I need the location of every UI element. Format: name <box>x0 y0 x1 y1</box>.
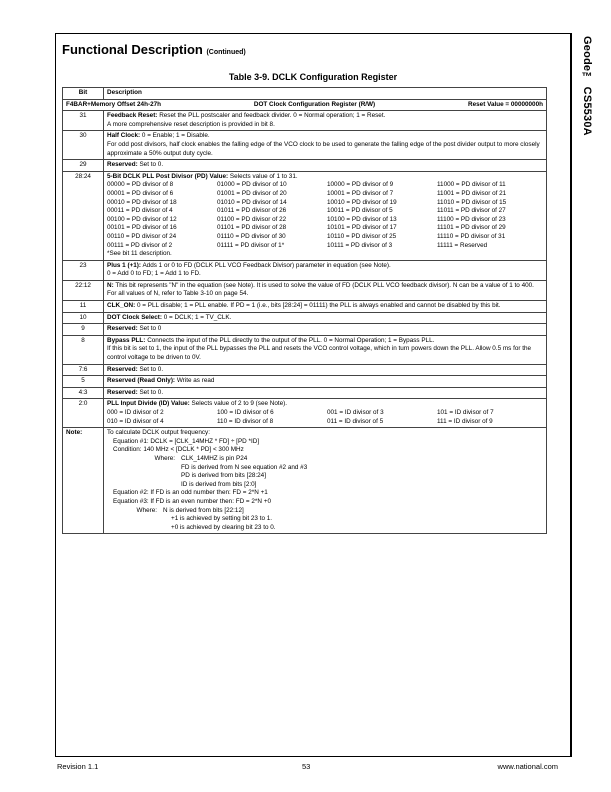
id-divisor-entry: 011 = ID divisor of 5 <box>327 417 384 425</box>
id-divisor-entry: 100 = ID divisor of 6 <box>217 409 274 416</box>
field-title: Feedback Reset: <box>107 112 158 120</box>
field-text: Write as read <box>176 377 215 385</box>
field-text: 0 = Enable; 1 = Disable. <box>141 132 210 140</box>
header-description: Description <box>104 88 547 100</box>
register-rows <box>63 111 547 428</box>
bit-description <box>104 111 547 131</box>
register-row <box>63 324 547 336</box>
bit-description <box>104 260 547 280</box>
note-label: Note: <box>63 428 104 534</box>
field-title: Plus 1 (+1): <box>107 261 142 269</box>
bit-description <box>104 335 547 364</box>
id-divisor-entry: 000 = ID divisor of 2 <box>107 409 164 416</box>
bit-field: 28:24 <box>63 171 104 260</box>
register-row <box>63 364 547 376</box>
register-row <box>63 387 547 399</box>
pd-divisor-entry: 10000 = PD divisor of 9 <box>327 181 394 189</box>
pd-divisor-entry: 11000 = PD divisor of 11 <box>437 181 506 189</box>
field-text: A more comprehensive reset description is provided in bit 8. <box>107 120 275 128</box>
bit-description <box>104 399 547 428</box>
register-name: DOT Clock Configuration Register (R/W) <box>253 100 376 108</box>
pd-divisor-entry: 01010 = PD divisor of 14 <box>217 198 287 206</box>
note-line: To calculate DCLK output frequency: <box>107 429 210 437</box>
register-row <box>63 280 547 300</box>
where-label: Where: <box>136 506 157 514</box>
pd-footnote: *See bit 11 description. <box>107 250 172 258</box>
where-line: FD is derived from N see equation #2 and #3 <box>181 463 308 471</box>
field-text: 0 = Add 0 to FD; 1 = Add 1 to FD. <box>107 270 201 278</box>
bit-description <box>104 324 547 336</box>
field-text: Connects the input of the PLL directly to the output of the PLL. 0 = Normal Operation; 1 = Bypass PLL. <box>147 336 435 344</box>
bit-field: 31 <box>63 111 104 131</box>
bit-field: 4:3 <box>63 387 104 399</box>
register-table <box>62 87 547 534</box>
note-line: Equation #3: If FD is an even number then: FD = 2*N +0 <box>113 497 271 505</box>
field-text: Set to 0 <box>139 325 162 333</box>
where-line: N is derived from bits [22:12] <box>163 506 244 514</box>
note-line: Condition: 140 MHz < [DCLK * PD] < 300 MHz <box>113 446 244 454</box>
note-line: Equation #1: DCLK = [CLK_14MHZ * FD] ÷ [PD *ID] <box>113 437 260 445</box>
table-caption: Table 3-9. DCLK Configuration Register <box>228 72 398 82</box>
field-title: N: <box>107 281 114 289</box>
field-text: 0 = DCLK; 1 = TV_CLK. <box>163 313 232 321</box>
bit-description <box>104 312 547 324</box>
field-text: Selects value of 2 to 9 (see Note). <box>191 400 288 408</box>
pd-divisor-entry: 00111 = PD divisor of 2 <box>107 241 173 249</box>
pd-divisor-entry: 11101 = PD divisor of 29 <box>437 224 506 232</box>
pd-divisor-entry: 10110 = PD divisor of 25 <box>327 232 397 240</box>
offset-row <box>63 99 547 111</box>
pd-divisor-entry: 01011 = PD divisor of 26 <box>217 207 287 215</box>
field-text: For odd post divisors, half clock enables the falling edge of the VCO clock to be used to generate the falling edge of the post divider output to more closely approximate a 50% output duty cycle. <box>107 140 540 157</box>
register-row <box>63 301 547 313</box>
bit-field: 9 <box>63 324 104 336</box>
pd-divisor-entry: 00110 = PD divisor of 24 <box>107 232 177 240</box>
pd-divisor-entry: 11100 = PD divisor of 23 <box>437 215 506 223</box>
bit-field: 23 <box>63 260 104 280</box>
reset-value: Reset Value = 00000000h <box>468 100 543 108</box>
section-title: Functional Description <box>62 42 203 57</box>
field-title: 5-Bit DCLK PLL Post Divisor (PD) Value: <box>107 172 229 180</box>
bit-field: 29 <box>63 160 104 172</box>
register-row <box>63 131 547 160</box>
field-title: Reserved: <box>107 325 138 333</box>
field-text: This bit represents "N" in the equation (see Note). It is used to solve the value of FD (DCLK PLL VCO feedback divisor). N can be a value of 1 to 400. For all values of N, refer to Table 3-10 on page 54. <box>107 281 534 298</box>
id-divisor-entry: 101 = ID divisor of 7 <box>437 409 494 416</box>
id-divisor-entry: 110 = ID divisor of 8 <box>217 417 274 425</box>
id-divisor-table <box>107 409 543 426</box>
pd-divisor-entry: 01001 = PD divisor of 20 <box>217 189 287 197</box>
side-title: Geode™ CS5530A <box>581 36 593 136</box>
where-line: ID is derived from bits [2:0] <box>181 480 257 488</box>
pd-divisor-entry: 10011 = PD divisor of 5 <box>327 207 393 215</box>
where-line: +0 is achieved by clearing bit 23 to 0. <box>171 523 276 531</box>
field-title: Reserved: <box>107 388 138 396</box>
pd-divisor-entry: 11111 = Reserved <box>437 241 488 249</box>
pd-divisor-entry: 00011 = PD divisor of 4 <box>107 207 173 215</box>
continued-label: (Continued) <box>206 49 246 56</box>
bit-description <box>104 376 547 388</box>
field-text: Set to 0. <box>139 365 164 373</box>
id-divisor-entry: 010 = ID divisor of 4 <box>107 417 164 425</box>
table-header <box>63 88 547 100</box>
field-title: Reserved (Read Only): <box>107 377 176 385</box>
where-line: PD is derived from bits [28:24] <box>181 472 266 480</box>
pd-divisor-entry: 00001 = PD divisor of 6 <box>107 189 174 197</box>
bit-description <box>104 160 547 172</box>
register-row <box>63 160 547 172</box>
note-body <box>104 428 547 534</box>
pd-divisor-entry: 11010 = PD divisor of 15 <box>437 198 507 206</box>
field-text: Adds 1 or 0 to FD (DCLK PLL VCO Feedback Divisor) parameter in equation (see Note). <box>142 261 391 269</box>
bit-description <box>104 280 547 300</box>
footer-revision: Revision 1.1 <box>57 762 99 771</box>
field-text: Set to 0. <box>139 388 164 396</box>
bit-description <box>104 171 547 260</box>
field-title: Bypass PLL: <box>107 336 146 344</box>
register-row <box>63 111 547 131</box>
register-row <box>63 171 547 260</box>
register-row <box>63 335 547 364</box>
pd-divisor-entry: 01110 = PD divisor of 30 <box>217 232 286 240</box>
field-text: 0 = PLL disable; 1 = PLL enable. If PD = 1 (i.e., bits [28:24] = 01111) the PLL is always enabled and cannot be disabled by this bit. <box>136 302 501 310</box>
where-line: +1 is achieved by setting bit 23 to 1. <box>171 515 273 523</box>
pd-divisor-entry: 11001 = PD divisor of 21 <box>437 189 507 197</box>
pd-divisor-entry: 01100 = PD divisor of 22 <box>217 215 287 223</box>
bit-field: 10 <box>63 312 104 324</box>
bit-description <box>104 301 547 313</box>
bit-field: 22:12 <box>63 280 104 300</box>
section-heading <box>62 42 246 57</box>
bit-field: 8 <box>63 335 104 364</box>
note-row <box>63 428 547 534</box>
pd-divisor-entry: 01111 = PD divisor of 1* <box>217 241 285 249</box>
register-offset: F4BAR+Memory Offset 24h-27h <box>66 100 162 108</box>
bit-field: 7:6 <box>63 364 104 376</box>
pd-divisor-entry: 00100 = PD divisor of 12 <box>107 215 177 223</box>
register-row <box>63 260 547 280</box>
pd-divisor-entry: 00101 = PD divisor of 16 <box>107 224 177 232</box>
where-label: Where: <box>154 454 175 462</box>
footer-page-number: 53 <box>302 762 311 771</box>
pd-divisor-entry: 11110 = PD divisor of 31 <box>437 232 506 240</box>
register-row <box>63 399 547 428</box>
field-title: Reserved: <box>107 365 138 373</box>
field-text: Set to 0. <box>139 161 164 169</box>
field-title: Reserved: <box>107 161 138 169</box>
pd-divisor-entry: 01000 = PD divisor of 10 <box>217 181 287 189</box>
field-text: Selects value of 1 to 31. <box>229 172 298 180</box>
register-row <box>63 376 547 388</box>
pd-divisor-entry: 10010 = PD divisor of 19 <box>327 198 397 206</box>
pd-divisor-entry: 10111 = PD divisor of 3 <box>327 241 393 249</box>
id-divisor-entry: 111 = ID divisor of 9 <box>437 417 493 425</box>
field-title: CLK_ON: <box>107 302 136 310</box>
pd-divisor-entry: 11011 = PD divisor of 27 <box>437 207 506 215</box>
pd-divisor-table <box>107 181 543 250</box>
field-text: If this bit is set to 1, the input of the PLL bypasses the PLL and resets the VCO control voltage, which in turn powers down the PLL. Allow 0.5 ms for the control voltage to be driven to 0V. <box>107 345 532 362</box>
pd-divisor-entry: 10001 = PD divisor of 7 <box>327 189 394 197</box>
field-text: Reset the PLL postscaler and feedback divider. 0 = Normal operation; 1 = Reset. <box>159 112 386 120</box>
bit-field: 5 <box>63 376 104 388</box>
bit-field: 30 <box>63 131 104 160</box>
register-row <box>63 312 547 324</box>
bit-description <box>104 387 547 399</box>
header-bit: Bit <box>63 88 104 100</box>
bit-description <box>104 131 547 160</box>
id-divisor-entry: 001 = ID divisor of 3 <box>327 409 384 416</box>
pd-divisor-entry: 10100 = PD divisor of 13 <box>327 215 397 223</box>
footer-website: www.national.com <box>497 762 558 771</box>
pd-divisor-entry: 10101 = PD divisor of 17 <box>327 224 397 232</box>
bit-field: 11 <box>63 301 104 313</box>
pd-divisor-entry: 01101 = PD divisor of 28 <box>217 224 287 232</box>
field-title: DOT Clock Select: <box>107 313 162 321</box>
pd-divisor-entry: 00010 = PD divisor of 18 <box>107 198 177 206</box>
field-title: PLL Input Divide (ID) Value: <box>107 400 190 408</box>
where-line: CLK_14MHZ is pin P24 <box>181 454 248 462</box>
note-line: Equation #2: If FD is an odd number then: FD = 2*N +1 <box>113 489 268 497</box>
field-title: Half Clock: <box>107 132 141 140</box>
bit-field: 2:0 <box>63 399 104 428</box>
pd-divisor-entry: 00000 = PD divisor of 8 <box>107 181 174 189</box>
bit-description <box>104 364 547 376</box>
